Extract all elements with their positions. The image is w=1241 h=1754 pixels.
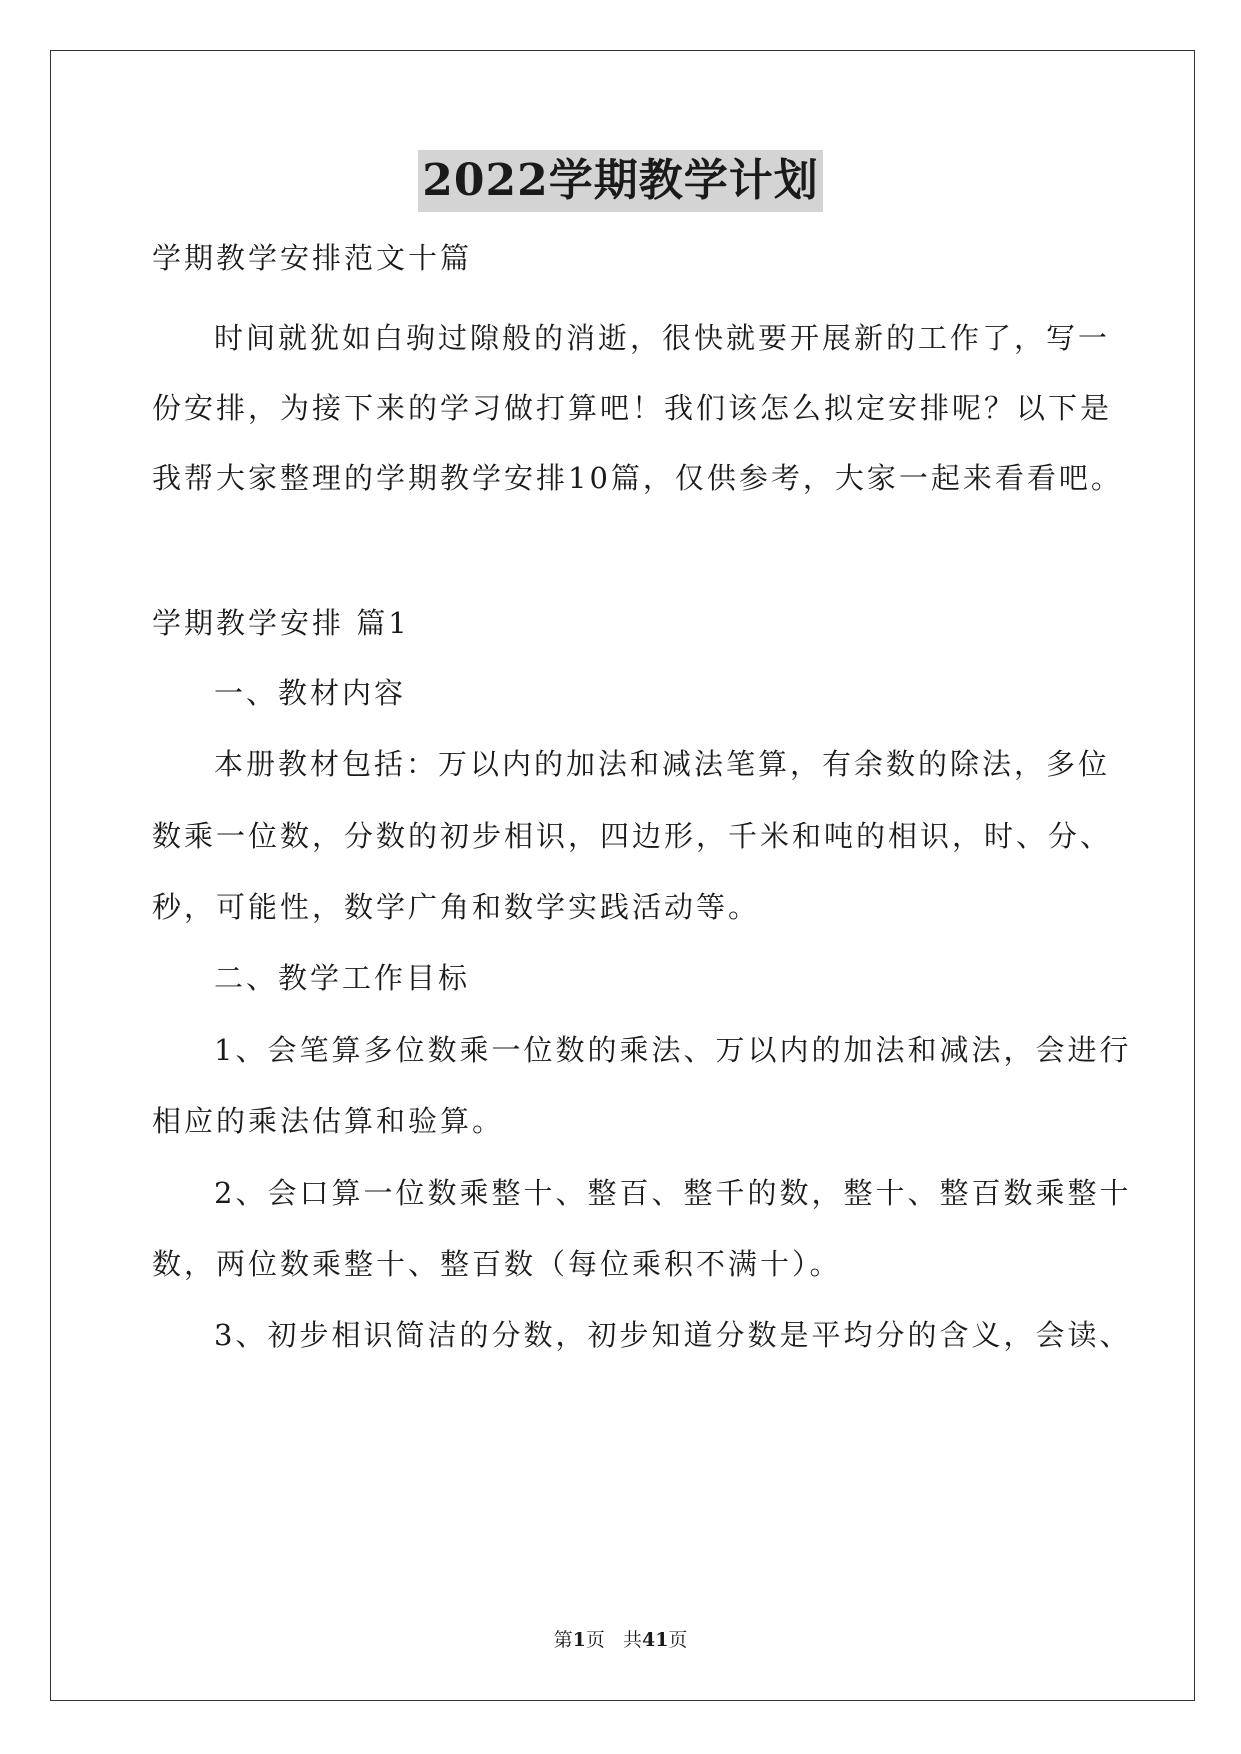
subtitle: 学期教学安排范文十篇 <box>152 241 473 275</box>
subsection-heading: 一、教材内容 <box>214 676 407 710</box>
paragraph-line: 我帮大家整理的学期教学安排10篇，仅供参考，大家一起来看看吧。 <box>152 461 1123 495</box>
total-prefix: 共 <box>622 1629 642 1651</box>
paragraph-line: 相应的乘法估算和验算。 <box>152 1104 505 1138</box>
page-border <box>50 50 1195 1701</box>
paragraph-line: 数，两位数乘整十、整百数（每位乘积不满十）。 <box>152 1247 842 1281</box>
paragraph-line: 时间就犹如白驹过隙般的消逝，很快就要开展新的工作了，写一 <box>214 321 1111 355</box>
total-pages: 41 <box>641 1629 669 1651</box>
title-container <box>0 150 1241 212</box>
paragraph-line: 份安排，为接下来的学习做打算吧！我们该怎么拟定安排呢？以下是 <box>152 391 1113 425</box>
total-suffix: 页 <box>668 1629 688 1651</box>
paragraph-line: 1、会笔算多位数乘一位数的乘法、万以内的加法和减法，会进行 <box>214 1033 1132 1067</box>
paragraph-line: 本册教材包括：万以内的加法和减法笔算，有余数的除法，多位 <box>214 747 1111 781</box>
section-heading: 学期教学安排 篇1 <box>152 606 410 640</box>
page-number: 1 <box>572 1629 586 1651</box>
paragraph-line: 2、会口算一位数乘整十、整百、整千的数，整十、整百数乘整十 <box>214 1176 1132 1210</box>
page-prefix: 第 <box>553 1629 573 1651</box>
page-suffix: 页 <box>585 1629 605 1651</box>
paragraph-line: 数乘一位数，分数的初步相识，四边形，千米和吨的相识，时、分、 <box>152 819 1113 853</box>
subsection-heading: 二、教学工作目标 <box>214 961 471 995</box>
document-title: 2022学期教学计划 <box>418 150 822 212</box>
page-footer <box>0 1628 1241 1652</box>
paragraph-line: 秒，可能性，数学广角和数学实践活动等。 <box>152 890 761 924</box>
paragraph-line: 3、初步相识简洁的分数，初步知道分数是平均分的含义，会读、 <box>214 1318 1132 1352</box>
